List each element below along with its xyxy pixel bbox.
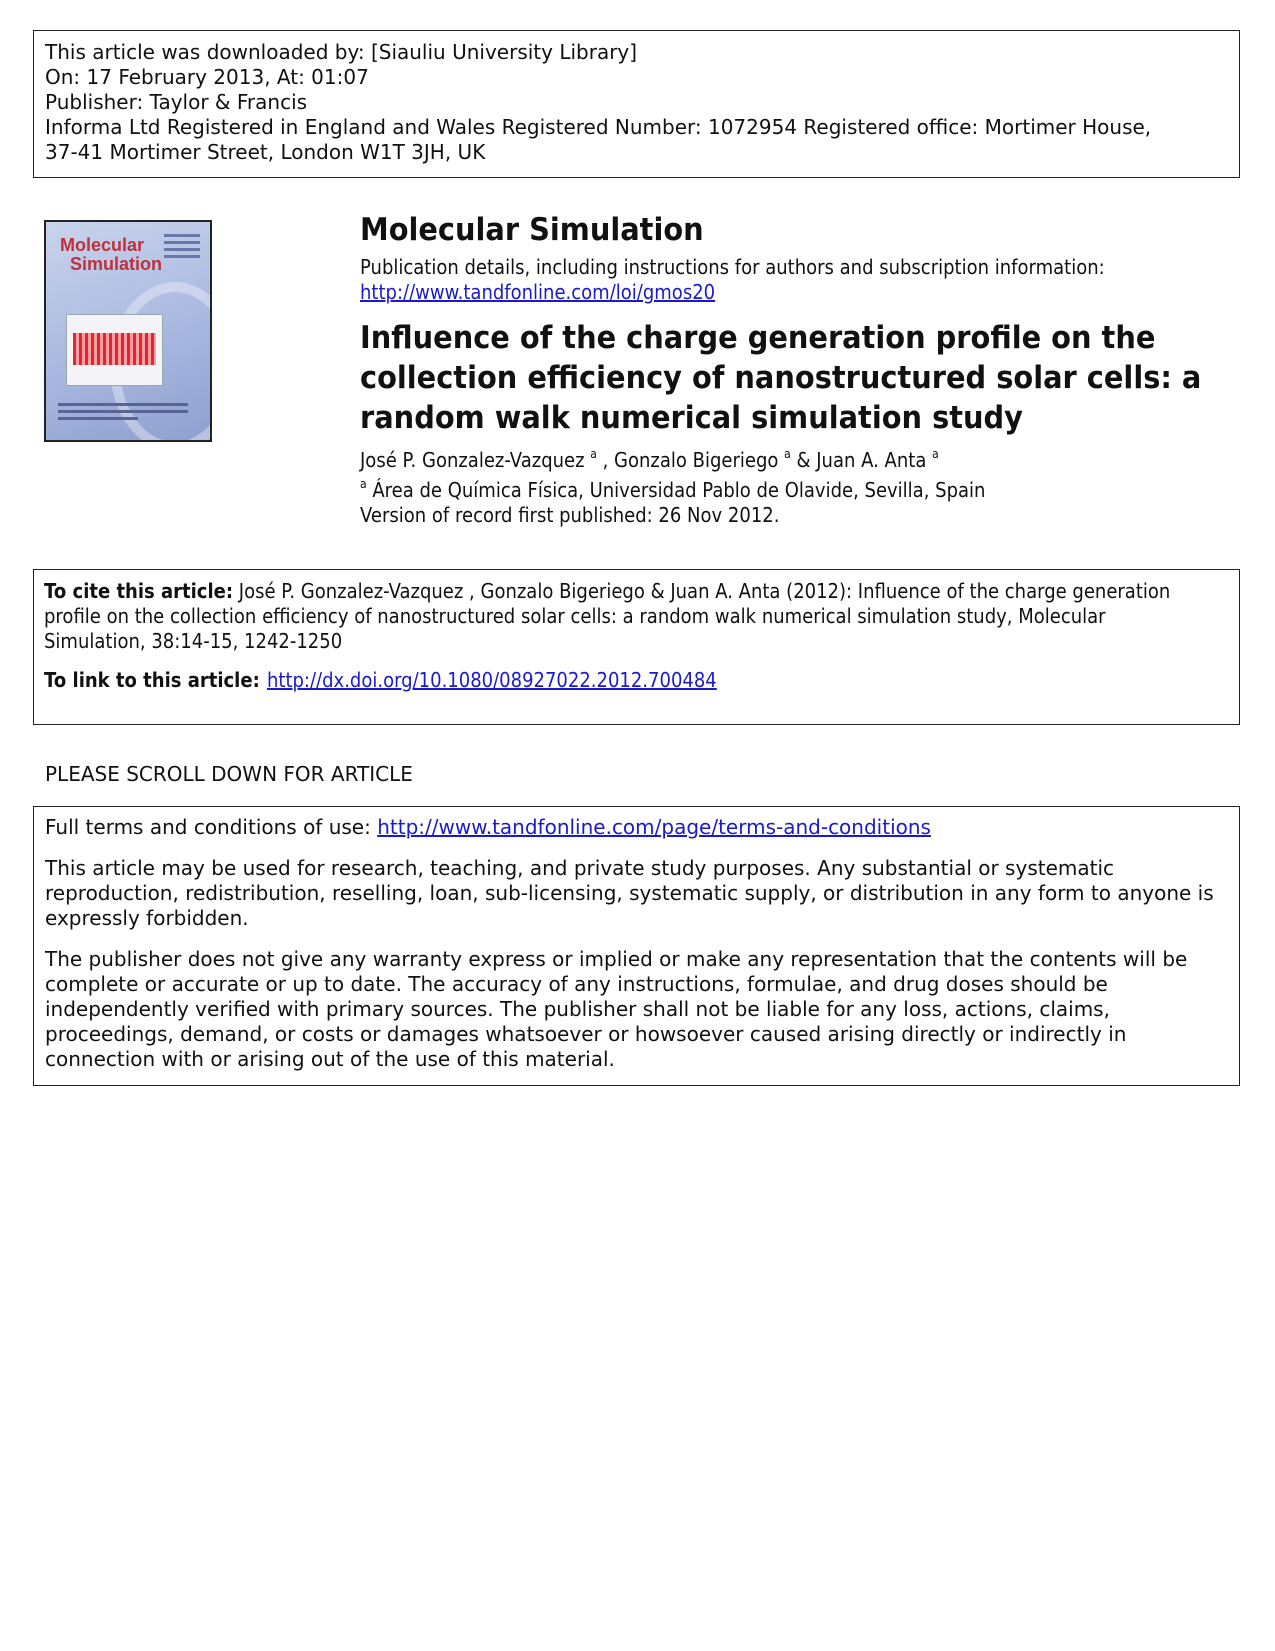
affiliation-mark: a [590,447,597,461]
citation-box [33,569,1240,725]
link-label: To link to this article: [44,668,260,692]
terms-box [33,806,1240,1086]
affiliation-text: Área de Química Física, Universidad Pablo de Olavide, Sevilla, Spain [366,478,986,502]
author-name: José P. Gonzalez-Vazquez [360,448,591,472]
terms-link[interactable]: http://www.tandfonline.com/page/terms-and-conditions [377,815,931,839]
address-line: 37-41 Mortimer Street, London W1T 3JH, UK [45,140,486,164]
cover-footer-lines [58,403,188,424]
cover-plot [66,314,163,386]
authors [360,447,939,472]
affiliation-mark: a [784,447,791,461]
terms-paragraph-1: This article may be used for research, teaching, and private study purposes. Any substantial or systematic reproduction, redistribution, reselling, loan, sub-licensing, systematic supply, or distribution in any form to anyone is expressly forbidden. [45,856,1214,930]
terms-paragraph-2: The publisher does not give any warranty express or implied or make any representation that the contents will be complete or accurate or up to date. The accuracy of any instructions, formulae, and drug doses should be independently verified with primary sources. The publisher shall not be liable for any loss, actions, claims, proceedings, demand, or costs or damages whatsoever or howsoever caused arising directly or indirectly in connection with or arising out of the use of this material. [45,947,1188,1071]
author-name: , Gonzalo Bigeriego [596,448,785,472]
download-date: On: 17 February 2013, At: 01:07 [45,65,369,89]
cover-text-lines [164,234,200,262]
version-of-record: Version of record first published: 26 Nov 2012. [360,503,780,527]
journal-cover-image [44,220,212,442]
affiliation-mark: a [932,447,939,461]
cite-label: To cite this article: [44,579,234,603]
journal-link[interactable]: http://www.tandfonline.com/loi/gmos20 [360,280,716,304]
journal-name: Molecular Simulation [360,212,704,248]
author-name: & Juan A. Anta [790,448,933,472]
scroll-notice: PLEASE SCROLL DOWN FOR ARTICLE [45,762,413,786]
article-title: Influence of the charge generation profile on the collection efficiency of nanostructured solar cells: a random walk numerical simulation study [360,320,1202,436]
terms-label: Full terms and conditions of use: [45,815,378,839]
cite-text: José P. Gonzalez-Vazquez , Gonzalo Bigeriego & Juan A. Anta (2012): Influence of the charge generation profile on the collection efficiency of nanostructured solar cells: a random walk numerical simulation study, Molecular Simulation, 38:14-15, 1242-1250 [44,579,1171,653]
publication-details: Publication details, including instructions for authors and subscription information: [360,255,1105,279]
terms-line [45,815,1228,840]
download-line: This article was downloaded by: [Siauliu University Library] [45,40,638,64]
affiliation [360,477,985,502]
doi-link[interactable]: http://dx.doi.org/10.1080/08927022.2012.700484 [266,668,717,692]
registration-line: Informa Ltd Registered in England and Wales Registered Number: 1072954 Registered office: Mortimer House, [45,115,1152,139]
article-link-row [44,668,1183,693]
publisher: Publisher: Taylor & Francis [45,90,308,114]
affiliation-mark: a [360,477,367,491]
cover-title: Molecular Simulation [60,235,163,274]
download-info-box [33,30,1240,178]
citation [44,579,1183,654]
